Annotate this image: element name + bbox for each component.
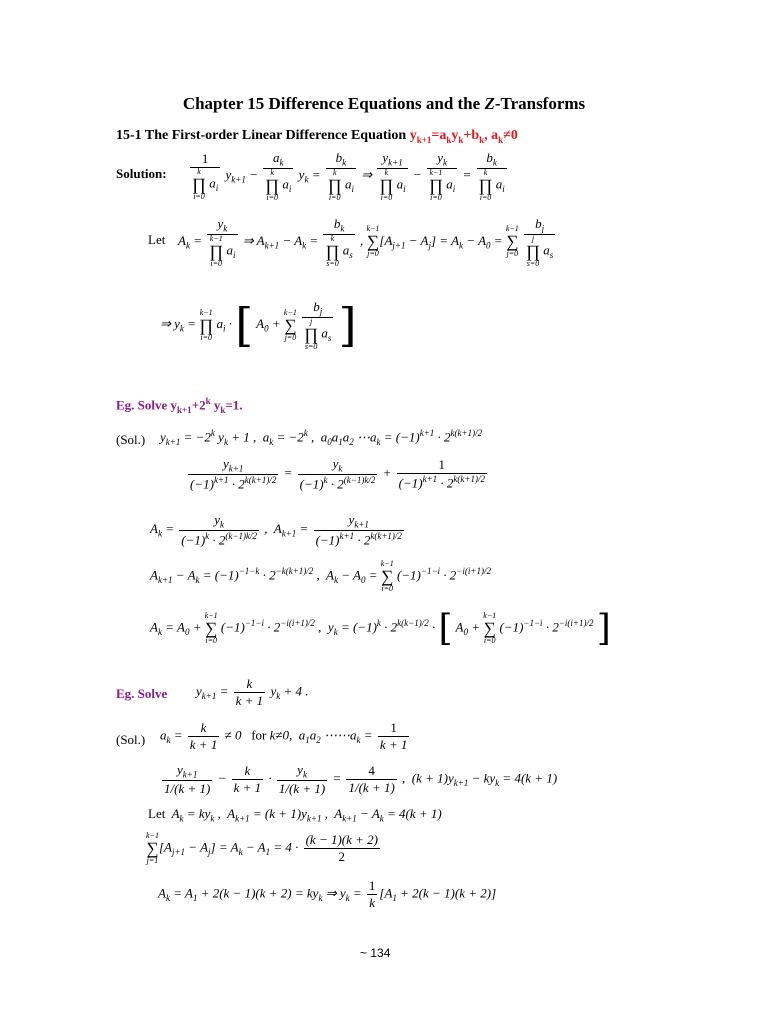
general-solution: ⇒ $y_k$ = k−1 ∏ i=0 $a_i$ · [ $A_0$ + k−1 ∑ j=0 $b_j$ j ∏ s=0 $a_s$ ]: [160, 298, 357, 352]
page-number: ~ 134: [360, 946, 391, 960]
example2-sol-label: (Sol.): [116, 732, 146, 747]
section-heading: [116, 128, 518, 145]
example2-line2: $\frac{y_{k+1}}{1/(k + 1)}$ − $\frac{k}{k + 1}$ · $\frac{y_k}{1/(k + 1)}$ = $\frac{4}{1/(k + 1)}$ , $(k + 1)y_{k+1} - ky_k = 4(k + 1)$: [164, 762, 558, 796]
example2-line5: $A_k = A_1 + 2(k - 1)(k + 2) = ky_k$ ⇒ $y_k$ = $\frac{1}{k}$ $[A_1 + 2(k - 1)(k + 2)]$: [158, 878, 497, 910]
example1-line2: $\frac{y_{k+1}}{(-1)^{k+1} \cdot 2^{k(k+1)/2}}$ = $\frac{y_k}{(-1)^k \cdot 2^{(k-1)k/2}}$ + $\frac{1}{(-1)^{k+1} \cdot 2^{k(k+1)/2}}$: [190, 456, 485, 491]
example1-label: Eg. Solve $y_{k+1}+2^k$ $y_k=1$.: [116, 396, 243, 415]
example2-line3: Let $A_k = ky_k$ , $A_{k+1} = (k + 1)y_{k+1}$ , $A_{k+1} - A_k = 4(k + 1)$: [148, 806, 442, 824]
example2-line4: k−1 ∑ j=1 $[A_{j+1} - A_j] = A_k - A_1 = 4$ · $\frac{(k - 1)(k + 2)}{2}$: [146, 831, 378, 865]
let-equation: $A_k$ = $y_k$ k−1 ∏ i=0 $a_i$ ⇒ $A_{k+1} - A_k$ = $b_k$ k ∏ s=0 $a_s$ , k−1 ∑ j=0 $[A_{j+1} - A_j] = A_k - A_0$ = k−1 ∑ j=0 $b_j$ j ∏ s=0 $a_s$: [178, 216, 554, 268]
page-title: Chapter 15 Difference Equations and the Z-Transforms: [182, 94, 586, 113]
example2-label: Eg. Solve: [116, 686, 168, 701]
example1-line1: $y_{k+1} = -2^k$ $y_k + 1$ , $a_k = -2^k$ , $a_0a_1a_2$ $\cdots a_k = (-1)^{k+1} \cdot 2^{k(k+1)/2}$: [160, 428, 483, 447]
solution-label: Solution:: [116, 166, 167, 181]
let-label: Let: [148, 232, 166, 247]
example1-sol-label: (Sol.): [116, 432, 146, 447]
example2-line1: $a_k$ = $\frac{k}{k + 1}$ ≠ 0 for k≠0, $a_1a_2$ $\cdots\cdots a_k$ = $\frac{1}{k + 1}$: [160, 720, 408, 752]
example1-line5: $A_k = A_0$ + k−1 ∑ i=0 $(-1)^{-1-i} \cdot 2^{-i(i+1)/2}$ , $y_k = (-1)^k \cdot 2^{k(k-1)/2}$ · [ $A_0$ + k−1 ∑ i=0 $(-1)^{-1-i} \cdot 2^{-i(i+1)/2}$ ]: [150, 608, 611, 649]
example1-line4: $A_{k+1} - A_k = (-1)^{-1-k} \cdot 2^{-k(k+1)/2}$ , $A_k - A_0$ = k−1 ∑ i=0 $(-1)^{-1-i} \cdot 2^{-i(i+1)/2}$: [150, 559, 491, 593]
example2-equation: $y_{k+1}$ = $\frac{k}{k + 1}$ $y_k + 4$ .: [196, 676, 309, 708]
section-formula: $y_{k+1}=a_ky_k+b_k$, $a_k\ne 0$: [409, 128, 518, 145]
solution-equation: 1 k ∏ i=0 $a_i$ $y_{k+1}$ − $a_k$ k ∏ i=0 $a_i$ $y_k$ = $b_k$ k ∏ i=0 $a_i$ ⇒ $y_{k+1}$ k ∏ i=0 $a_i$ − $y_k$ k−1 ∏ i=0 $a_i$ = $b_k$ k ∏ i=0 $a_i$: [192, 150, 505, 202]
section-label: 15-1 The First-order Linear Difference Equation: [116, 128, 407, 143]
example1-line3: $A_k$ = $\frac{y_k}{(-1)^k \cdot 2^{(k-1)k/2}}$ , $A_{k+1}$ = $\frac{y_{k+1}}{(-1)^{k+1} \cdot 2^{k(k+1)/2}}$: [150, 512, 402, 547]
